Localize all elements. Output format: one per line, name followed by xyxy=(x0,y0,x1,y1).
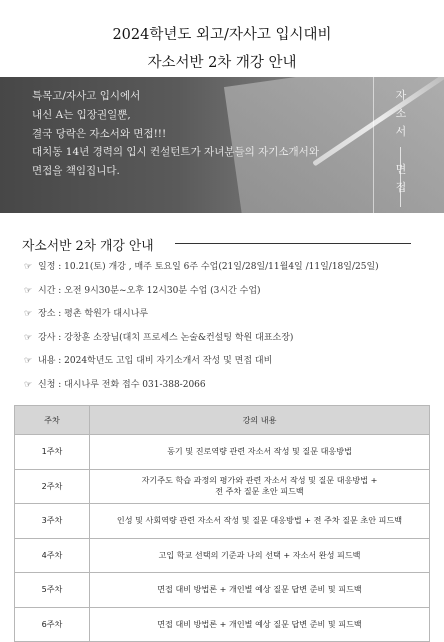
vertical-label-essay: 자소서 xyxy=(395,89,407,138)
section-title: 자소서반 2차 개강 안내 xyxy=(22,239,154,254)
column-header-week: 주차 xyxy=(15,406,90,435)
vertical-label-interview: 면접 xyxy=(395,163,407,194)
info-item xyxy=(24,260,379,284)
content-cell xyxy=(90,538,430,573)
content-cell xyxy=(90,469,430,504)
info-text: 시간 : 오전 9시30분~오후 12시30분 수업 (3시간 수업) xyxy=(38,285,261,296)
info-text: 내용 : 2024학년도 고입 대비 자기소개서 작성 및 면접 대비 xyxy=(38,356,273,366)
banner-line: 결국 당락은 자소서와 면접!!! xyxy=(32,127,167,140)
pointing-hand-icon: ☞ xyxy=(24,379,33,390)
section-divider xyxy=(175,243,411,244)
table-row xyxy=(15,435,430,470)
content-cell xyxy=(90,504,430,539)
pointing-hand-icon: ☞ xyxy=(24,309,33,319)
info-item xyxy=(24,378,379,402)
banner-line: 대치동 14년 경력의 입시 컨설턴트가 자녀분들의 자기소개서와 xyxy=(32,146,319,159)
week-cell: 6주차 xyxy=(15,607,90,642)
pointing-hand-icon: ☞ xyxy=(24,332,33,343)
content-line: 동기 및 진로역량 관련 자소서 작성 및 질문 대응방법 xyxy=(167,446,352,457)
content-line: 면접 대비 방법론 + 개인별 예상 질문 답변 준비 및 피드백 xyxy=(157,618,362,629)
hero-banner xyxy=(0,77,444,213)
info-item xyxy=(24,307,379,331)
pointing-hand-icon: ☞ xyxy=(24,356,33,366)
info-text: 일정 : 10.21(토) 개강 , 매주 토요일 6주 수업(21일/28일/11월4일 /11일/18일/25일) xyxy=(38,262,379,272)
content-line: 고입 학교 선택의 기준과 나의 선택 + 자소서 완성 피드백 xyxy=(158,549,361,560)
content-cell xyxy=(90,435,430,470)
info-item xyxy=(24,284,379,308)
week-cell: 1주차 xyxy=(15,435,90,470)
banner-text xyxy=(32,87,319,181)
vertical-label-box xyxy=(373,77,432,213)
info-text: 강사 : 강창훈 소장님(대치 프로세스 논술&컨설팅 학원 대표소장) xyxy=(38,332,294,343)
week-cell: 5주차 xyxy=(15,573,90,608)
week-cell: 4주차 xyxy=(15,538,90,573)
pointing-hand-icon: ☞ xyxy=(24,285,33,296)
content-cell xyxy=(90,607,430,642)
info-text: 장소 : 평촌 학원가 대시나루 xyxy=(38,309,149,319)
content-line: 면접 대비 방법론 + 개인별 예상 질문 답변 준비 및 피드백 xyxy=(157,584,362,595)
week-cell: 2주차 xyxy=(15,469,90,504)
table-row xyxy=(15,538,430,573)
table-row xyxy=(15,573,430,608)
banner-line: 면접을 책임집니다. xyxy=(32,165,120,178)
table-row xyxy=(15,504,430,539)
info-item xyxy=(24,354,379,378)
table-header-row xyxy=(15,406,430,435)
pointing-hand-icon: ☞ xyxy=(24,262,33,272)
content-cell xyxy=(90,573,430,608)
column-header-content: 강의 내용 xyxy=(90,406,430,435)
week-cell: 3주차 xyxy=(15,504,90,539)
table-row xyxy=(15,469,430,504)
schedule-table xyxy=(14,405,430,642)
info-list xyxy=(24,260,379,401)
content-line: 인성 및 사회역량 관련 자소서 작성 및 질문 대응방법 + 전 주차 질문 초안 피드백 xyxy=(116,515,403,526)
banner-line: 특목고/자사고 입시에서 xyxy=(32,90,141,102)
info-item xyxy=(24,331,379,355)
title-line-1: 2024학년도 외고/자사고 입시대비 xyxy=(112,27,332,43)
title-line-2: 자소서반 2차 개강 안내 xyxy=(147,55,297,71)
info-text: 신청 : 대시나루 전화 접수 031-388-2066 xyxy=(38,379,206,390)
content-line: 자기주도 학습 과정의 평가와 관련 자소서 작성 및 질문 대응방법 + xyxy=(141,475,378,486)
table-row xyxy=(15,607,430,642)
content-line: 전 주차 질문 초안 피드백 xyxy=(215,486,304,497)
title-header xyxy=(0,0,444,77)
banner-line: 내신 A는 입장권일뿐, xyxy=(32,108,131,121)
